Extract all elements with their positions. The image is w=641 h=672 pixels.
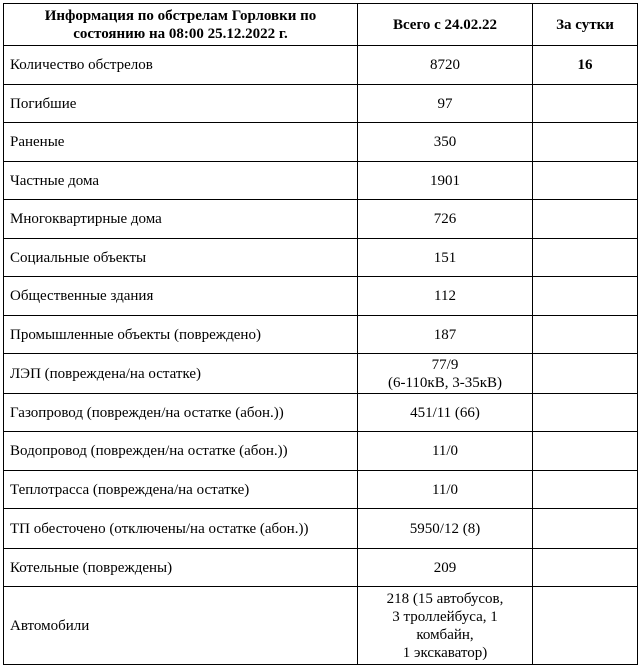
row-label: Количество обстрелов <box>4 46 358 85</box>
row-total-line: (6-110кВ, 3-35кВ) <box>387 374 502 391</box>
table-row <box>4 239 638 277</box>
row-label: Промышленные объекты (повреждено) <box>4 316 358 354</box>
row-total-line: 218 (15 автобусов, <box>386 590 504 607</box>
row-total <box>358 85 533 123</box>
row-label: ЛЭП (повреждена/на остатке) <box>4 354 358 394</box>
row-day <box>533 85 638 123</box>
row-day <box>533 123 638 162</box>
row-total-line: 209 <box>433 559 457 576</box>
row-total-line: 726 <box>433 211 457 227</box>
row-total-line: 5950/12 (8) <box>409 520 481 537</box>
row-total-line: 97 <box>437 95 453 112</box>
row-total <box>358 316 533 354</box>
row-day <box>533 162 638 200</box>
row-day <box>533 471 638 509</box>
row-total <box>358 239 533 277</box>
row-total <box>358 162 533 200</box>
row-label: Котельные (повреждены) <box>4 549 358 587</box>
row-total-line: 350 <box>433 134 457 150</box>
row-day <box>533 432 638 471</box>
row-label: Частные дома <box>4 162 358 200</box>
row-total-line: 1 экскаватор) <box>402 644 488 661</box>
row-total-line: 11/0 <box>431 443 459 459</box>
table-body <box>4 46 638 665</box>
row-total <box>358 432 533 471</box>
row-total-line: 8720 <box>430 57 460 73</box>
row-label: Социальные объекты <box>4 239 358 277</box>
row-total <box>358 394 533 432</box>
row-total <box>358 587 533 665</box>
row-total <box>358 277 533 316</box>
row-day <box>533 394 638 432</box>
table-row <box>4 509 638 549</box>
table-row <box>4 46 638 85</box>
row-total <box>358 123 533 162</box>
table-row <box>4 432 638 471</box>
row-day: 16 <box>533 46 638 85</box>
row-total <box>358 549 533 587</box>
row-day <box>533 316 638 354</box>
row-label: Раненые <box>4 123 358 162</box>
row-total-line: 3 троллейбуса, 1 <box>392 608 498 625</box>
row-total <box>358 46 533 85</box>
row-total <box>358 509 533 549</box>
table-row <box>4 354 638 394</box>
header-total: Всего с 24.02.22 <box>358 4 533 46</box>
table-row <box>4 200 638 239</box>
row-day <box>533 587 638 665</box>
table-header-row <box>4 4 638 46</box>
table-row <box>4 162 638 200</box>
row-total <box>358 354 533 394</box>
row-total-line: комбайн, <box>416 626 474 643</box>
table-row <box>4 587 638 665</box>
table-row <box>4 316 638 354</box>
row-total-line: 151 <box>433 249 457 266</box>
row-total-line: 1901 <box>430 172 460 189</box>
table-row <box>4 85 638 123</box>
row-day <box>533 239 638 277</box>
row-total-line: 112 <box>434 288 456 304</box>
row-day <box>533 277 638 316</box>
header-day: За сутки <box>533 4 638 46</box>
row-day <box>533 509 638 549</box>
table-row <box>4 123 638 162</box>
row-day <box>533 549 638 587</box>
row-label: Автомобили <box>4 587 358 665</box>
header-title: Информация по обстрелам Горловки по состоянию на 08:00 25.12.2022 г. <box>4 4 358 46</box>
table-row <box>4 549 638 587</box>
row-label: Многоквартирные дома <box>4 200 358 239</box>
row-total-line: 187 <box>433 326 457 343</box>
row-total <box>358 471 533 509</box>
row-label: ТП обесточено (отключены/на остатке (абон.)) <box>4 509 358 549</box>
row-total-line: 451/11 (66) <box>410 404 480 421</box>
row-total-line: 11/0 <box>431 481 459 498</box>
row-total-line: 77/9 <box>431 356 459 373</box>
row-day <box>533 354 638 394</box>
row-label: Водопровод (поврежден/на остатке (абон.)) <box>4 432 358 471</box>
row-label: Общественные здания <box>4 277 358 316</box>
table-row <box>4 394 638 432</box>
table-row <box>4 277 638 316</box>
row-day <box>533 200 638 239</box>
table-row <box>4 471 638 509</box>
shelling-report-table <box>3 3 638 665</box>
row-total <box>358 200 533 239</box>
row-label: Погибшие <box>4 85 358 123</box>
row-label: Газопровод (поврежден/на остатке (абон.)) <box>4 394 358 432</box>
row-label: Теплотрасса (повреждена/на остатке) <box>4 471 358 509</box>
